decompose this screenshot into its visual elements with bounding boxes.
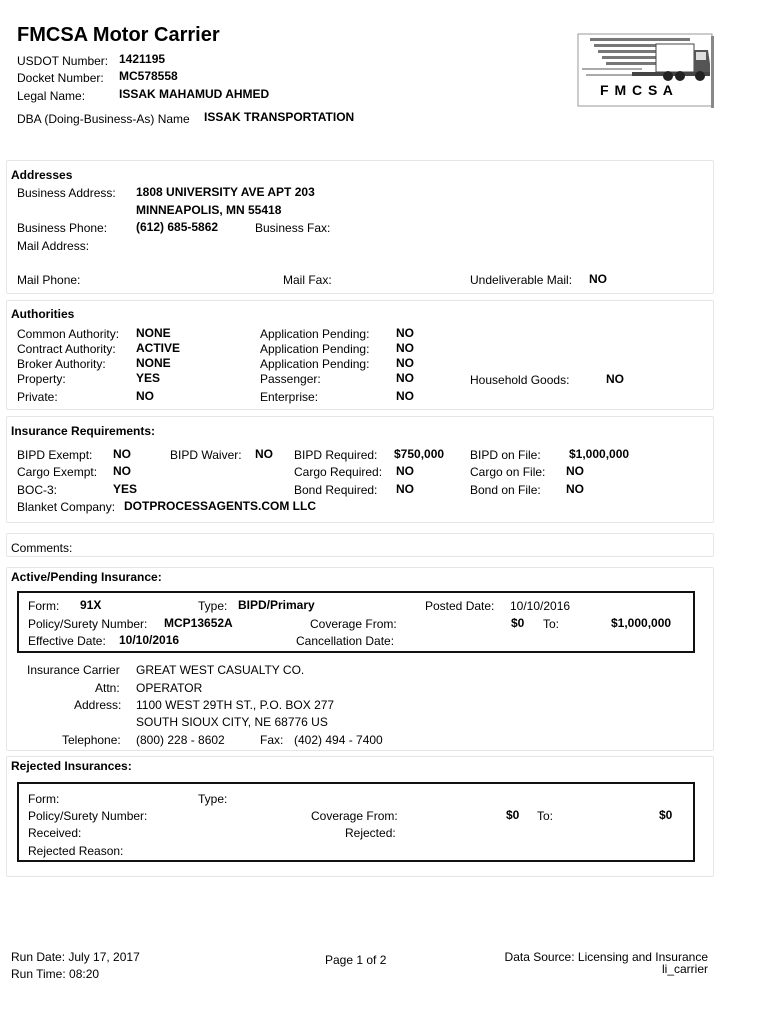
app-pending-label-3: Application Pending: xyxy=(260,357,370,371)
bipd-required-label: BIPD Required: xyxy=(294,448,378,462)
posted-date-label: Posted Date: xyxy=(425,599,495,613)
enterprise-label: Enterprise: xyxy=(260,390,319,404)
active-insurance-title: Active/Pending Insurance: xyxy=(11,570,162,584)
posted-date-value: 10/10/2016 xyxy=(510,599,571,613)
enterprise-value: NO xyxy=(396,389,414,403)
app-pending-value-2: NO xyxy=(396,341,414,355)
business-address-label: Business Address: xyxy=(17,186,116,200)
business-address-line2: MINNEAPOLIS, MN 55418 xyxy=(136,203,282,217)
cargo-required-label: Cargo Required: xyxy=(294,465,383,479)
rejected-reason-label: Rejected Reason: xyxy=(28,844,124,858)
fax-label: Fax: xyxy=(260,733,284,747)
dba-value: ISSAK TRANSPORTATION xyxy=(204,110,355,124)
telephone-value: (800) 228 - 8602 xyxy=(136,733,225,747)
rejected-coverage-to: $0 xyxy=(659,808,673,822)
comments-panel xyxy=(6,533,714,557)
cargo-exempt-label: Cargo Exempt: xyxy=(17,465,98,479)
household-goods-value: NO xyxy=(606,372,624,386)
rejected-type-label: Type: xyxy=(198,792,228,806)
attn-value: OPERATOR xyxy=(136,681,203,695)
cargo-on-file-label: Cargo on File: xyxy=(470,465,546,479)
active-form-value: 91X xyxy=(80,598,102,612)
active-coverage-label: Coverage From: xyxy=(310,617,397,631)
insurance-carrier-value: GREAT WEST CASUALTY CO. xyxy=(136,663,305,677)
bipd-on-file-value: $1,000,000 xyxy=(569,447,630,461)
cargo-exempt-value: NO xyxy=(113,464,131,478)
run-date: Run Date: July 17, 2017 xyxy=(11,950,140,964)
business-fax-label: Business Fax: xyxy=(255,221,331,235)
bond-on-file-value: NO xyxy=(566,482,584,496)
bipd-required-value: $750,000 xyxy=(394,447,445,461)
cancellation-date-label: Cancellation Date: xyxy=(296,634,395,648)
docket-label: Docket Number: xyxy=(17,71,104,85)
rejected-coverage-from: $0 xyxy=(506,808,520,822)
contract-authority-value: ACTIVE xyxy=(136,341,181,355)
insurance-carrier-label: Insurance Carrier xyxy=(27,663,120,677)
boc3-label: BOC-3: xyxy=(17,483,58,497)
active-type-label: Type: xyxy=(198,599,228,613)
bipd-waiver-label: BIPD Waiver: xyxy=(170,448,242,462)
comments-label: Comments: xyxy=(11,541,73,555)
addresses-panel xyxy=(6,160,714,294)
active-form-label: Form: xyxy=(28,599,60,613)
legal-name-label: Legal Name: xyxy=(17,89,86,103)
blanket-company-label: Blanket Company: xyxy=(17,500,116,514)
dba-label: DBA (Doing-Business-As) Name xyxy=(17,112,190,126)
bond-required-label: Bond Required: xyxy=(294,483,378,497)
effective-date-value: 10/10/2016 xyxy=(119,633,180,647)
property-label: Property: xyxy=(17,372,66,386)
mail-fax-label: Mail Fax: xyxy=(283,273,332,287)
rejected-to-label: To: xyxy=(537,809,554,823)
bond-on-file-label: Bond on File: xyxy=(470,483,541,497)
blanket-company-value: DOTPROCESSAGENTS.COM LLC xyxy=(124,499,317,513)
boc3-value: YES xyxy=(113,482,138,496)
private-value: NO xyxy=(136,389,154,403)
property-value: YES xyxy=(136,371,161,385)
active-coverage-from: $0 xyxy=(511,616,525,630)
rejected-form-label: Form: xyxy=(28,792,60,806)
rejected-insurance-title: Rejected Insurances: xyxy=(11,759,132,773)
active-policy-value: MCP13652A xyxy=(164,616,233,630)
passenger-value: NO xyxy=(396,371,414,385)
mail-address-label: Mail Address: xyxy=(17,239,90,253)
rejected-coverage-label: Coverage From: xyxy=(311,809,398,823)
docket-value: MC578558 xyxy=(119,69,178,83)
cargo-on-file-value: NO xyxy=(566,464,584,478)
passenger-label: Passenger: xyxy=(260,372,321,386)
addresses-title: Addresses xyxy=(11,168,73,182)
app-pending-label-2: Application Pending: xyxy=(260,342,370,356)
active-type-value: BIPD/Primary xyxy=(238,598,315,612)
common-authority-label: Common Authority: xyxy=(17,327,120,341)
carrier-address-line1: 1100 WEST 29TH ST., P.O. BOX 277 xyxy=(136,698,335,712)
usdot-label: USDOT Number: xyxy=(17,54,109,68)
bipd-waiver-value: NO xyxy=(255,447,273,461)
effective-date-label: Effective Date: xyxy=(28,634,106,648)
page-title: FMCSA Motor Carrier xyxy=(17,24,220,46)
bipd-on-file-label: BIPD on File: xyxy=(470,448,541,462)
logo-text: F M C S A xyxy=(600,82,674,98)
undeliverable-label: Undeliverable Mail: xyxy=(470,273,573,287)
telephone-label: Telephone: xyxy=(62,733,121,747)
mail-phone-label: Mail Phone: xyxy=(17,273,81,287)
insurance-requirements-title: Insurance Requirements: xyxy=(11,424,156,438)
app-pending-value-1: NO xyxy=(396,326,414,340)
app-pending-label-1: Application Pending: xyxy=(260,327,370,341)
broker-authority-value: NONE xyxy=(136,356,171,370)
data-source: Data Source: Licensing and Insurance xyxy=(504,950,708,964)
bipd-exempt-label: BIPD Exempt: xyxy=(17,448,93,462)
received-label: Received: xyxy=(28,826,82,840)
carrier-address-line2: SOUTH SIOUX CITY, NE 68776 US xyxy=(136,715,328,729)
attn-label: Attn: xyxy=(95,681,120,695)
carrier-address-label: Address: xyxy=(74,698,122,712)
app-pending-value-3: NO xyxy=(396,356,414,370)
active-policy-label: Policy/Surety Number: xyxy=(28,617,148,631)
broker-authority-label: Broker Authority: xyxy=(17,357,106,371)
cargo-required-value: NO xyxy=(396,464,414,478)
run-time: Run Time: 08:20 xyxy=(11,967,100,981)
common-authority-value: NONE xyxy=(136,326,171,340)
rejected-label: Rejected: xyxy=(345,826,396,840)
private-label: Private: xyxy=(17,390,58,404)
bipd-exempt-value: NO xyxy=(113,447,131,461)
business-phone-value: (612) 685-5862 xyxy=(136,220,219,234)
page-number: Page 1 of 2 xyxy=(325,953,387,967)
bond-required-value: NO xyxy=(396,482,414,496)
active-to-label: To: xyxy=(543,617,560,631)
business-phone-label: Business Phone: xyxy=(17,221,108,235)
legal-name-value: ISSAK MAHAMUD AHMED xyxy=(119,87,270,101)
authorities-title: Authorities xyxy=(11,307,75,321)
fmcsa-logo xyxy=(572,28,714,108)
active-coverage-to: $1,000,000 xyxy=(611,616,672,630)
contract-authority-label: Contract Authority: xyxy=(17,342,116,356)
business-address-line1: 1808 UNIVERSITY AVE APT 203 xyxy=(136,185,315,199)
fax-value: (402) 494 - 7400 xyxy=(294,733,383,747)
household-goods-label: Household Goods: xyxy=(470,373,570,387)
undeliverable-value: NO xyxy=(589,272,607,286)
usdot-value: 1421195 xyxy=(119,52,166,66)
rejected-policy-label: Policy/Surety Number: xyxy=(28,809,148,823)
data-source-table: li_carrier xyxy=(661,962,708,976)
